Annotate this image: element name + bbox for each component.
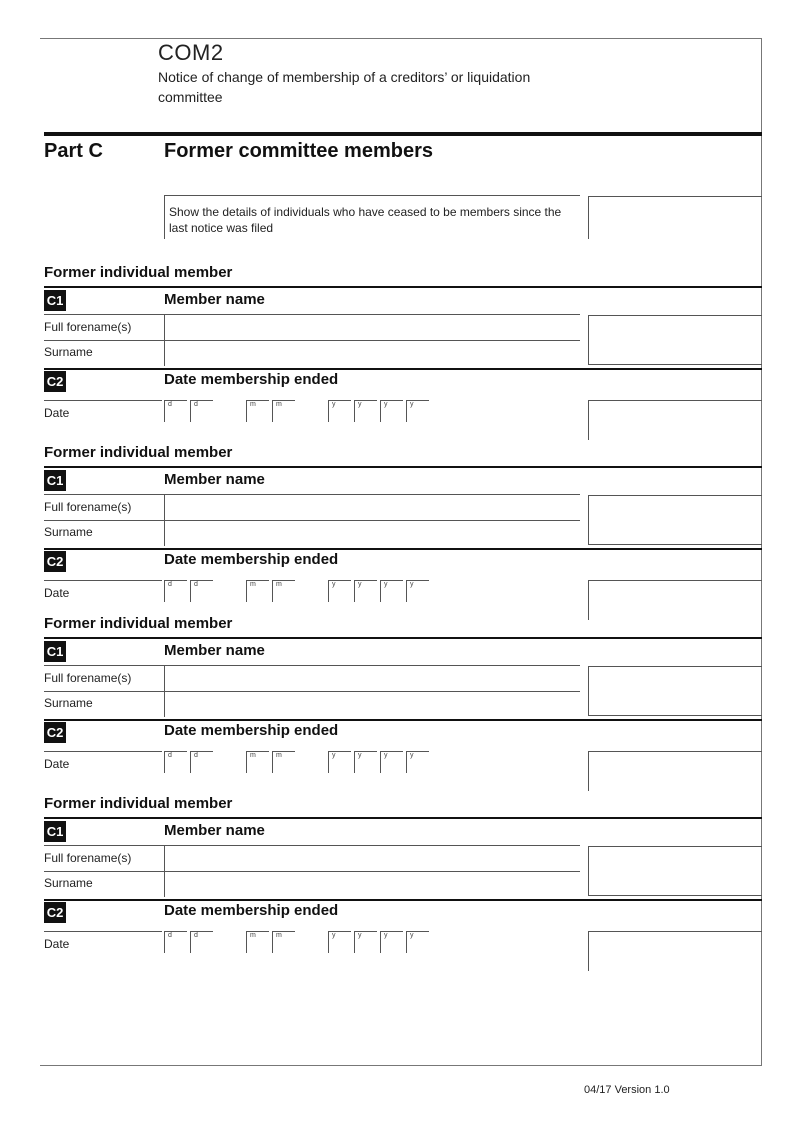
- date-digit-input[interactable]: [354, 751, 377, 773]
- date-digit-hint: y: [358, 932, 362, 939]
- surname-label: Surname: [44, 876, 93, 890]
- date-digit-hint: d: [194, 752, 198, 759]
- date-digit-hint: y: [410, 932, 414, 939]
- surname-input[interactable]: [164, 871, 165, 897]
- date-digit-hint: m: [250, 401, 256, 408]
- c1-badge: C1: [44, 470, 66, 491]
- c2-badge: C2: [44, 551, 66, 572]
- member-name-title: Member name: [164, 291, 265, 308]
- date-digit-hint: m: [276, 932, 282, 939]
- part-title: Former committee members: [164, 140, 433, 162]
- former-member-heading: Former individual member: [44, 444, 233, 461]
- side-box-top: [588, 846, 762, 847]
- former-member-heading: Former individual member: [44, 795, 233, 812]
- surname-input[interactable]: [164, 520, 165, 546]
- c1-rule: [44, 286, 762, 288]
- date-digit-hint: y: [332, 581, 336, 588]
- date-digit-hint: y: [410, 401, 414, 408]
- side-box-left: [588, 846, 589, 895]
- date-ended-title: Date membership ended: [164, 902, 339, 919]
- date-digit-hint: y: [358, 401, 362, 408]
- date-digit-hint: m: [276, 581, 282, 588]
- version-footer: 04/17 Version 1.0: [584, 1084, 670, 1096]
- date-digit-input[interactable]: [190, 400, 213, 422]
- c2-badge: C2: [44, 722, 66, 743]
- forename-field-top: [164, 494, 580, 495]
- date-digit-input[interactable]: [406, 751, 429, 773]
- side-box-bottom: [588, 715, 762, 716]
- forename-field-top: [164, 665, 580, 666]
- c2-badge: C2: [44, 902, 66, 923]
- c2-rule: [44, 368, 762, 370]
- date-digit-input[interactable]: [272, 931, 295, 953]
- date-digit-hint: y: [332, 401, 336, 408]
- date-digit-hint: m: [276, 752, 282, 759]
- date-digit-hint: d: [168, 401, 172, 408]
- date-digit-hint: y: [384, 581, 388, 588]
- surname-input[interactable]: [164, 340, 165, 366]
- forename-field-bottom: [44, 871, 580, 872]
- forename-input[interactable]: [164, 665, 165, 691]
- c2-rule: [44, 899, 762, 901]
- side-box-bottom: [588, 895, 762, 896]
- right-margin-rule: [761, 38, 762, 1066]
- date-side-left: [588, 580, 589, 620]
- c1-rule: [44, 637, 762, 639]
- c2-rule: [44, 548, 762, 550]
- date-label: Date: [44, 937, 70, 951]
- date-digit-input[interactable]: [164, 580, 187, 602]
- forename-label: Full forename(s): [44, 500, 132, 514]
- top-rule: [40, 38, 762, 39]
- date-digit-input[interactable]: [272, 751, 295, 773]
- date-digit-hint: m: [276, 401, 282, 408]
- form-title: Notice of change of membership of a creditors’ or liquidation committee: [158, 69, 531, 105]
- guidance-side-left: [588, 196, 589, 239]
- date-digit-input[interactable]: [164, 931, 187, 953]
- date-side-left: [588, 931, 589, 971]
- date-digit-input[interactable]: [246, 751, 269, 773]
- member-name-title: Member name: [164, 822, 265, 839]
- date-digit-input[interactable]: [354, 931, 377, 953]
- forename-label: Full forename(s): [44, 851, 132, 865]
- forename-field-top: [164, 845, 580, 846]
- date-side-left: [588, 400, 589, 440]
- date-digit-hint: d: [194, 581, 198, 588]
- side-box-bottom: [588, 544, 762, 545]
- surname-input[interactable]: [164, 691, 165, 717]
- date-digit-input[interactable]: [328, 751, 351, 773]
- forename-field-bottom: [44, 691, 580, 692]
- date-row-rule: [44, 580, 162, 581]
- date-side-top: [588, 580, 762, 581]
- date-label: Date: [44, 406, 70, 420]
- date-digit-input[interactable]: [380, 751, 403, 773]
- bottom-rule: [40, 1065, 762, 1066]
- date-digit-hint: d: [168, 581, 172, 588]
- date-side-top: [588, 751, 762, 752]
- c1-badge: C1: [44, 641, 66, 662]
- date-digit-hint: y: [384, 752, 388, 759]
- date-digit-hint: y: [358, 581, 362, 588]
- date-digit-hint: m: [250, 932, 256, 939]
- side-box-left: [588, 495, 589, 544]
- date-digit-hint: m: [250, 752, 256, 759]
- date-ended-title: Date membership ended: [164, 722, 339, 739]
- date-digit-hint: y: [358, 752, 362, 759]
- date-digit-hint: y: [384, 932, 388, 939]
- date-row-rule: [44, 751, 162, 752]
- forename-input[interactable]: [164, 314, 165, 340]
- date-digit-input[interactable]: [406, 931, 429, 953]
- c1-rule: [44, 817, 762, 819]
- date-digit-hint: d: [168, 932, 172, 939]
- date-label: Date: [44, 757, 70, 771]
- date-label: Date: [44, 586, 70, 600]
- side-box-bottom: [588, 364, 762, 365]
- forename-label: Full forename(s): [44, 671, 132, 685]
- date-ended-title: Date membership ended: [164, 551, 339, 568]
- forename-label: Full forename(s): [44, 320, 132, 334]
- date-digit-input[interactable]: [406, 400, 429, 422]
- date-digit-hint: d: [194, 932, 198, 939]
- date-digit-hint: m: [250, 581, 256, 588]
- date-ended-title: Date membership ended: [164, 371, 339, 388]
- date-row-rule: [44, 400, 162, 401]
- forename-field-top: [164, 314, 580, 315]
- c1-badge: C1: [44, 290, 66, 311]
- guidance-text: Show the details of individuals who have ceased to be members since the last notice was filed: [169, 205, 562, 235]
- c2-rule: [44, 719, 762, 721]
- side-box-top: [588, 315, 762, 316]
- forename-field-bottom: [44, 520, 580, 521]
- date-digit-input[interactable]: [246, 400, 269, 422]
- side-box-top: [588, 495, 762, 496]
- date-side-top: [588, 400, 762, 401]
- date-digit-hint: y: [384, 401, 388, 408]
- date-digit-input[interactable]: [354, 400, 377, 422]
- date-digit-input[interactable]: [328, 931, 351, 953]
- forename-input[interactable]: [164, 845, 165, 871]
- guidance-side-top: [588, 196, 762, 197]
- date-digit-hint: y: [410, 752, 414, 759]
- date-digit-input[interactable]: [328, 400, 351, 422]
- member-name-title: Member name: [164, 642, 265, 659]
- date-digit-input[interactable]: [380, 580, 403, 602]
- surname-label: Surname: [44, 696, 93, 710]
- side-box-top: [588, 666, 762, 667]
- surname-label: Surname: [44, 345, 93, 359]
- date-digit-hint: y: [332, 752, 336, 759]
- date-digit-input[interactable]: [246, 580, 269, 602]
- date-side-left: [588, 751, 589, 791]
- date-digit-input[interactable]: [380, 400, 403, 422]
- date-digit-input[interactable]: [190, 580, 213, 602]
- date-digit-input[interactable]: [406, 580, 429, 602]
- c2-badge: C2: [44, 371, 66, 392]
- date-digit-hint: y: [410, 581, 414, 588]
- date-digit-input[interactable]: [164, 751, 187, 773]
- c1-rule: [44, 466, 762, 468]
- date-digit-input[interactable]: [246, 931, 269, 953]
- date-digit-hint: d: [194, 401, 198, 408]
- date-digit-hint: d: [168, 752, 172, 759]
- guidance-left-rule: [164, 195, 165, 239]
- date-digit-input[interactable]: [380, 931, 403, 953]
- member-name-title: Member name: [164, 471, 265, 488]
- side-box-left: [588, 666, 589, 715]
- date-row-rule: [44, 931, 162, 932]
- date-digit-input[interactable]: [272, 580, 295, 602]
- surname-label: Surname: [44, 525, 93, 539]
- form-code: COM2: [158, 40, 224, 65]
- former-member-heading: Former individual member: [44, 615, 233, 632]
- date-digit-input[interactable]: [190, 751, 213, 773]
- date-digit-input[interactable]: [164, 400, 187, 422]
- former-member-heading: Former individual member: [44, 264, 233, 281]
- guidance-top-rule: [164, 195, 580, 196]
- date-digit-input[interactable]: [354, 580, 377, 602]
- date-digit-input[interactable]: [272, 400, 295, 422]
- part-heavy-rule: [44, 132, 762, 136]
- date-digit-hint: y: [332, 932, 336, 939]
- date-side-top: [588, 931, 762, 932]
- forename-input[interactable]: [164, 494, 165, 520]
- side-box-left: [588, 315, 589, 364]
- date-digit-input[interactable]: [190, 931, 213, 953]
- forename-field-bottom: [44, 340, 580, 341]
- date-digit-input[interactable]: [328, 580, 351, 602]
- c1-badge: C1: [44, 821, 66, 842]
- part-label: Part C: [44, 140, 103, 162]
